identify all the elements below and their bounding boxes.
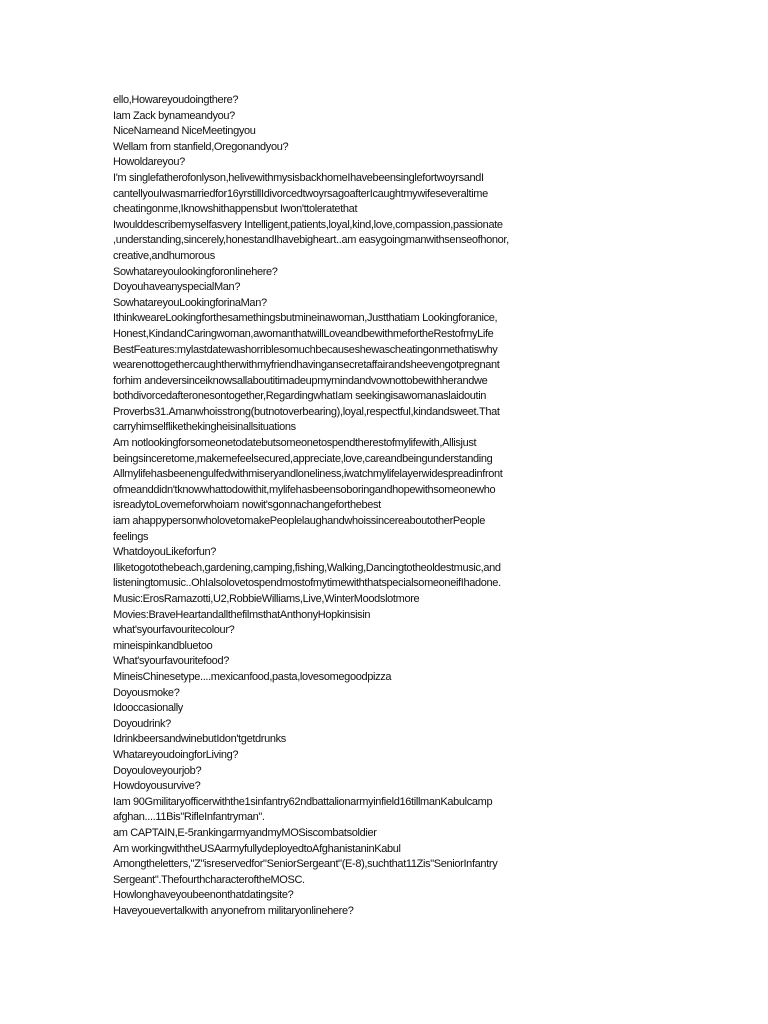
transcript-line: Doyoudrink? — [113, 717, 171, 730]
transcript-line: Iam Zack bynameandyou? — [113, 109, 235, 122]
transcript-line: Doyousmoke? — [113, 686, 180, 699]
transcript-line: DoyouhaveanyspecialMan? — [113, 281, 241, 294]
transcript-line: ,understanding,sincerely,honestandIhavebigheart..am easygoingmanwithsenseofhonor, — [113, 234, 509, 247]
transcript-line: Idooccasionally — [113, 702, 183, 715]
transcript-line: WhatareyoudoingforLiving? — [113, 748, 239, 761]
transcript-line: NiceNameand NiceMeetingyou — [113, 125, 256, 138]
transcript-line: Iwoulddescribemyselfasvery Intelligent,patients,loyal,kind,love,compassion,passionate — [113, 218, 503, 231]
transcript-line: listeningtomusic..OhIalsolovetospendmostofmytimewiththatspecialsomeoneifIhadone. — [113, 577, 501, 590]
transcript-line: WhatdoyouLikeforfun? — [113, 546, 217, 559]
transcript-line: Music:ErosRamazotti,U2,RobbieWilliams,Live,WinterMoodslotmore — [113, 593, 420, 605]
transcript-line: creative,andhumorous — [113, 249, 215, 262]
transcript-line: What'syourfavouritefood? — [113, 655, 229, 668]
transcript-line: SowhatareyoulookingforonIinehere? — [113, 265, 278, 278]
transcript-line: mineispinkandbluetoo — [113, 639, 213, 652]
transcript-line: IthinkweareLookingforthesamethingsbutmineinawoman,Justthatiam Lookingforanice, — [113, 312, 498, 325]
transcript-line: Howlonghaveyoubeenonthatdatingsite? — [113, 889, 294, 902]
transcript-line: I'm singlefatherofonlyson,helivewithmysisbackhomeIhavebeensinglefortwoyrsandI — [113, 171, 484, 184]
transcript-line: bothdivorcedafteronesontogether,RegardingwhatIam seekingisawomanaslaidoutin — [113, 390, 487, 403]
transcript-line: ofmeanddidn'tknowwhattodowithit,mylifehasbeensoboringandhopewithsomeonewho — [113, 483, 496, 496]
transcript-line: Iam 90Gmilitaryofficerwiththe1sinfantry62ndbattalionarmyinfield16tillmanKabulcamp — [113, 795, 493, 808]
transcript-line: cheatingonme,Iknowshithappensbut Iwon'ttoleratethat — [113, 203, 358, 216]
transcript-line: MineisChinesetype....mexicanfood,pasta,lovesomegoodpizza — [113, 670, 392, 683]
transcript-line: Movies:BraveHeartandallthefilmsthatAnthonyHopkinsisin — [113, 608, 371, 621]
transcript-line: ello,Howareyoudoingthere? — [113, 94, 239, 106]
transcript-line: iam ahappypersonwholovetomakePeoplelaughandwhoissincereaboutotherPeople — [113, 515, 486, 528]
transcript-line: BestFeatures:mylastdatewashorriblesomuchbecauseshewascheatingonmethatiswhy — [113, 343, 498, 356]
transcript-line: Wellam from stanfield,Oregonandyou? — [113, 140, 289, 153]
transcript-line: Doyouloveyourjob? — [113, 764, 202, 777]
transcript-line: IdrinkbeersandwinebutIdon'tgetdrunks — [113, 733, 286, 746]
transcript-line: afghan....11Bis"RifleInfantryman". — [113, 811, 265, 824]
transcript-line: Haveyouevertalkwith anyonefrom militaryonlinehere? — [113, 904, 354, 917]
transcript-line: beingsinceretome,makemefeelsecured,appreciate,love,careandbeingunderstanding — [113, 452, 493, 465]
transcript-line: am CAPTAIN,E-5rankingarmyandmyMOSiscombatsoldier — [113, 826, 377, 839]
transcript-line: cantellyouIwasmarriedfor16yrstillIdivorcedtwoyrsagoafterIcaughtmywifeseveraltime — [113, 187, 488, 200]
transcript-line: Am workingwiththeUSAarmyfullydeployedtoAfghanistaninKabul — [113, 842, 401, 855]
transcript-line: Howdoyousurvive? — [113, 780, 201, 793]
transcript-line: feelings — [113, 530, 149, 543]
transcript-line: what'syourfavouritecolour? — [113, 624, 235, 637]
transcript-line: Sergeant".ThefourthcharacteroftheMOSC. — [113, 873, 305, 886]
transcript-line: SowhatareyouLookingforinaMan? — [113, 296, 267, 309]
transcript-line: Amongtheletters,"Z"isreservedfor"SeniorSergeant"(E-8),suchthat11Zis"SeniorInfantry — [113, 858, 498, 871]
transcript-line: forhim andeversinceiknowsallaboutitimadeupmymindandvownottobewithherandwe — [113, 374, 488, 387]
transcript-line: wearenottogethercaughtherwithmyfriendhavingansecretaffairandsheevengotpregnant — [113, 359, 500, 372]
transcript-line: carryhimselflikethekingheisinallsituations — [113, 421, 296, 434]
transcript-line: Allmylifehasbeenengulfedwithmiseryandloneliness,iwatchmylifelayerwidespreadinfront — [113, 468, 503, 481]
transcript-line: Howoldareyou? — [113, 156, 185, 169]
transcript-line: Am notlookingforsomeonetodatebutsomeonetospendtherestofmylifewith,Allisjust — [113, 437, 477, 450]
transcript-line: Iliketogotothebeach,gardening,camping,fishing,Walking,Dancingtotheoldestmusic,and — [113, 561, 501, 574]
transcript-line: Proverbs31.Amanwhoisstrong(butnotoverbearing),loyal,respectful,kindandsweet.That — [113, 405, 500, 418]
transcript-line: isreadytoLovemeforwhoiam nowit'sgonnachangeforthebest — [113, 499, 381, 512]
transcript-line: Honest,KindandCaringwoman,awomanthatwillLoveandbewithmefortheRestofmyLife — [113, 327, 494, 340]
chat-transcript — [113, 93, 673, 919]
